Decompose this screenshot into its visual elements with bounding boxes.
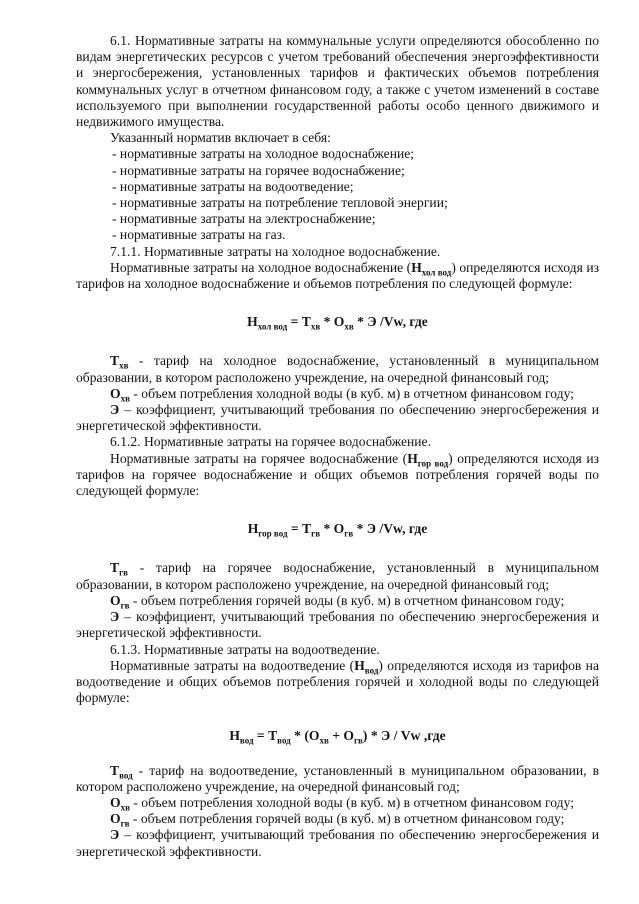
definition-volume: $О_{гв}$ - объем потребления горячей воды (в куб. м) в отчетном финансовом году; <box>110 592 565 611</box>
definition-tariff: $Т_{гв}$ - тариф на горячее водоснабжение, установленный в муниципальном образовании, в котором расположено учреждение, на очередной финансовый год; <box>76 560 599 592</box>
definition-tariff: $Т_{хв}$ - тариф на холодное водоснабжение, установленный в муниципальном образовании, в котором расположено учреждение, на очередной финансовый год; <box>76 353 599 385</box>
definition-volume: $О_{хв}$ - объем потребления холодной воды (в куб. м) в отчетном финансовом году; <box>110 385 574 404</box>
definition-coefficient: Э – коэффициент, учитывающий требования по обеспечению энергосбережения и энергетической эффективности. <box>76 402 599 434</box>
text: ) определяются исходя из тарифов на холодное водоснабжение и объемов потребления по следующей формуле: <box>76 259 599 292</box>
symbol-n: $Н_{хол вод}$ <box>411 259 452 278</box>
text: Нормативные затраты на холодное водоснабжение ( <box>110 259 412 275</box>
definition-coefficient: Э – коэффициент, учитывающий требования по обеспечению энергосбережения и энергетической эффективности. <box>76 609 599 641</box>
paragraph-6-1: 6.1. Нормативные затраты на коммунальные услуги определяются обособленно по видам энергетических ресурсов с учетом требований обеспечения энергоэффективности и энергосбережения, установленных тарифов и фактических объемов потребления коммунальных услуг в отчетном финансовом году, а также с учетом изменений в составе используемого при выполнении государственной работы особо ценного движимого и недвижимого имущества. <box>76 33 599 130</box>
definition-tariff: $Т_{вод}$ - тариф на водоотведение, установленный в муниципальном образовании, в котором расположено учреждение, на очередной финансовый год; <box>76 762 599 794</box>
symbol-n: $Н_{вод}$ <box>354 657 379 676</box>
definition-volume-hot: $О_{гв}$ - объем потребления горячей воды (в куб. м) в отчетном финансовом году; <box>110 811 565 829</box>
norm-includes-intro: Указанный норматив включает в себя: <box>110 130 331 146</box>
paragraph-cold-water <box>76 260 599 292</box>
formula-drainage: $Н_{вод} = Т_{вод} * (О_{хв} + О_{гв}) * Э / Vw$ ,где <box>229 728 446 747</box>
paragraph-hot-water: Нормативные затраты на горячее водоснабжение $(Н_{гор вод})$ определяются исходя из тарифов на горячее водоснабжение и общих объемов потребления горячей воды по следующей формуле: <box>76 450 599 499</box>
heading-drainage: 6.1.3. Нормативные затраты на водоотведение. <box>110 641 380 657</box>
paragraph-drainage: Нормативные затраты на водоотведение $(Н_{вод})$ определяются исходя из тарифов на водоотведение и общих объемов потребления горячей и холодной воды по следующей формуле: <box>76 657 599 706</box>
list-item: - нормативные затраты на газ. <box>112 227 286 243</box>
list-item: - нормативные затраты на холодное водоснабжение; <box>112 146 415 162</box>
formula-cold-water: $Н_{хол вод} = Т_{хв} * О_{хв} * Э$ /Vw, где <box>247 314 428 332</box>
symbol-n: $Н_{гор вод}$ <box>407 450 449 469</box>
definition-coefficient: Э – коэффициент, учитывающий требования по обеспечению энергосбережения и энергетической эффективности. <box>76 827 599 859</box>
list-item: - нормативные затраты на электроснабжение; <box>112 211 376 227</box>
heading-hot-water: 6.1.2. Нормативные затраты на горячее водоснабжение. <box>110 434 431 450</box>
heading-cold-water: 7.1.1. Нормативные затраты на холодное водоснабжение. <box>110 243 441 259</box>
list-item: - нормативные затраты на потребление тепловой энергии; <box>112 195 448 211</box>
list-item: - нормативные затраты на горячее водоснабжение; <box>112 162 405 178</box>
definition-volume-cold: $О_{хв}$ - объем потребления холодной воды (в куб. м) в отчетном финансовом году; <box>110 794 574 813</box>
formula-hot-water: $Н_{гор вод} = Т_{гв} * О_{гв} * Э$ /Vw, где <box>247 521 428 539</box>
list-item: - нормативные затраты на водоотведение; <box>112 178 354 194</box>
